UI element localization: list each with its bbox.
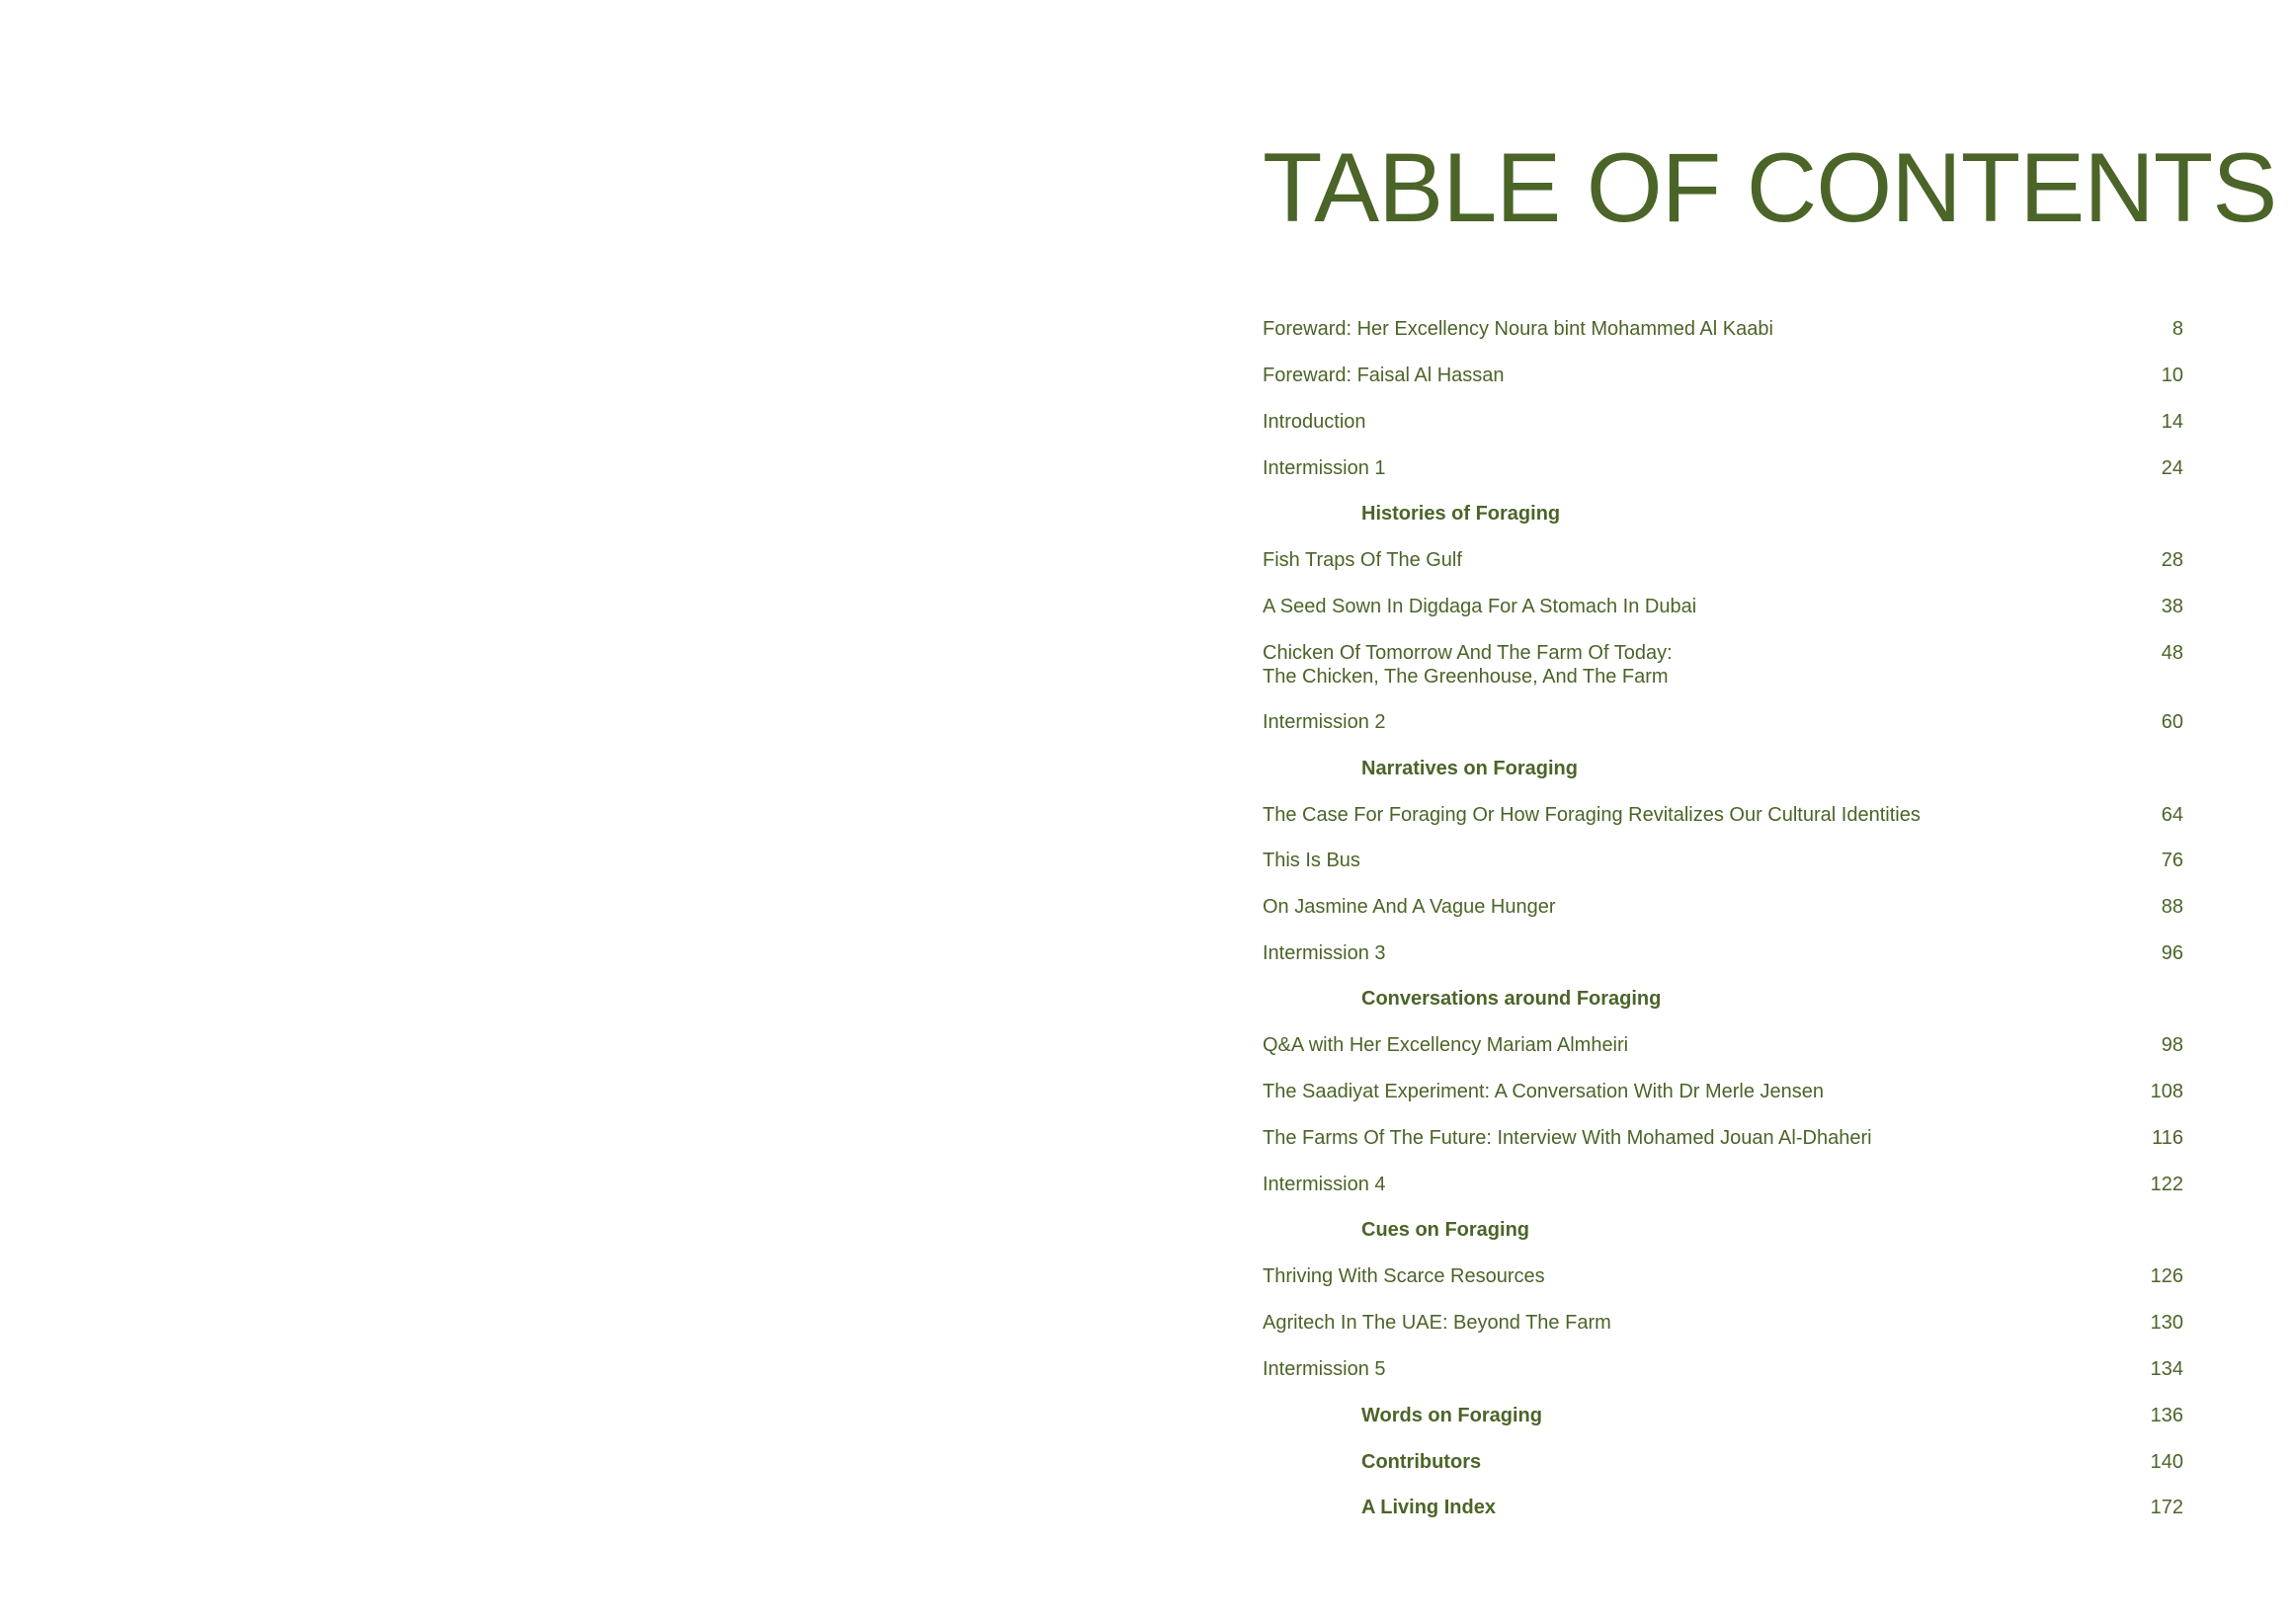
toc-section-heading <box>1263 1404 2183 1427</box>
toc-entry-page-number: 24 <box>2161 457 2183 479</box>
toc-entry <box>1263 1173 2183 1196</box>
toc-entry-title: Intermission 3 <box>1263 942 1386 964</box>
toc-entry <box>1263 1264 2183 1288</box>
toc-entry-page-number: 172 <box>2150 1497 2183 1518</box>
toc-entry-page-number: 8 <box>2171 318 2183 340</box>
toc-entry-title: Cues on Foraging <box>1361 1219 1529 1241</box>
toc-entry-title: Foreward: Faisal Al Hassan <box>1263 365 1505 386</box>
toc-entry-page-number: 122 <box>2150 1174 2183 1195</box>
toc-entry-title: Intermission 1 <box>1263 457 1386 479</box>
toc-section-heading <box>1263 987 2183 1011</box>
toc-entry-title: The Farms Of The Future: Interview With Mohamed Jouan Al-Dhaheri <box>1263 1127 1872 1149</box>
toc-entry-page-number: 28 <box>2161 549 2183 571</box>
toc-entry <box>1263 410 2183 434</box>
toc-entry-page-number: 64 <box>2161 804 2183 826</box>
toc-entry <box>1263 1033 2183 1057</box>
toc-entry-page-number: 136 <box>2150 1405 2183 1426</box>
toc-entry-page-number: 10 <box>2161 365 2183 386</box>
toc-section-heading <box>1263 1218 2183 1242</box>
toc-entry-page-number: 88 <box>2161 896 2183 918</box>
toc-entry-title: Intermission 5 <box>1263 1358 1386 1380</box>
toc-entry-title: Histories of Foraging <box>1361 503 1561 525</box>
toc-entry-page-number: 108 <box>2150 1081 2183 1102</box>
toc-entry <box>1263 1080 2183 1103</box>
toc-entry-title: The Case For Foraging Or How Foraging Revitalizes Our Cultural Identities <box>1263 804 1921 826</box>
toc-entry <box>1263 941 2183 965</box>
toc-entry-page-number: 126 <box>2150 1265 2183 1287</box>
toc-entry-title: On Jasmine And A Vague Hunger <box>1263 896 1556 918</box>
toc-entry-page-number: 96 <box>2161 942 2183 964</box>
toc-entry-page-number: 14 <box>2161 411 2183 433</box>
toc-entry <box>1263 710 2183 734</box>
toc-entry-title: Intermission 4 <box>1263 1174 1386 1195</box>
toc-entry <box>1263 1357 2183 1381</box>
toc-entry <box>1263 1311 2183 1335</box>
toc-entry-page-number: 60 <box>2161 711 2183 733</box>
toc-entry-title: Introduction <box>1263 411 1366 433</box>
toc-entry <box>1263 548 2183 572</box>
page-title: TABLE OF CONTENTS <box>1263 132 2277 242</box>
toc-entry-page-number: 38 <box>2161 596 2183 617</box>
toc-entry-page-number: 76 <box>2161 850 2183 871</box>
toc-entry-title: Narratives on Foraging <box>1361 758 1578 779</box>
toc-entry-page-number: 140 <box>2150 1451 2183 1473</box>
toc-section-heading <box>1263 502 2183 526</box>
toc-entry-title: This Is Bus <box>1263 850 1360 871</box>
left-page-blank <box>0 0 1146 1624</box>
toc-section-heading <box>1263 1450 2183 1474</box>
toc-entry-title: Fish Traps Of The Gulf <box>1263 549 1462 571</box>
toc-entry-title: The Saadiyat Experiment: A Conversation With Dr Merle Jensen <box>1263 1081 1825 1102</box>
toc-entry-title: Conversations around Foraging <box>1361 988 1662 1010</box>
toc-entry <box>1263 849 2183 872</box>
toc-entry-title: Words on Foraging <box>1361 1405 1542 1426</box>
toc-entry <box>1263 803 2183 827</box>
toc-entry-title: Intermission 2 <box>1263 711 1386 733</box>
toc-entry-title: Thriving With Scarce Resources <box>1263 1265 1545 1287</box>
toc-entry <box>1263 641 2183 689</box>
toc-entry <box>1263 895 2183 919</box>
toc-entry <box>1263 1126 2183 1150</box>
toc-section-heading <box>1263 1496 2183 1519</box>
toc-entry-title: Contributors <box>1361 1451 1482 1473</box>
toc-entry-page-number: 134 <box>2150 1358 2183 1380</box>
toc-entry-page-number: 48 <box>2161 642 2183 664</box>
toc-entry-title: A Seed Sown In Digdaga For A Stomach In Dubai <box>1263 596 1697 617</box>
toc-entry-page-number: 130 <box>2150 1312 2183 1334</box>
toc-entry <box>1263 595 2183 618</box>
toc-entry-title: A Living Index <box>1361 1497 1496 1518</box>
toc-entry-title: Agritech In The UAE: Beyond The Farm <box>1263 1312 1611 1334</box>
toc-section-heading <box>1263 757 2183 780</box>
toc-entry-title: Foreward: Her Excellency Noura bint Mohammed Al Kaabi <box>1263 318 1773 340</box>
toc-entry-page-number: 98 <box>2161 1034 2183 1056</box>
toc-entry-page-number: 116 <box>2152 1127 2183 1149</box>
toc-entry-title: Chicken Of Tomorrow And The Farm Of Today: The Chicken, The Greenhouse, And The Farm <box>1263 642 1673 688</box>
toc-entry <box>1263 317 2183 341</box>
toc-entry-title: Q&A with Her Excellency Mariam Almheiri <box>1263 1034 1629 1056</box>
toc-entry <box>1263 456 2183 480</box>
toc-entry <box>1263 364 2183 387</box>
